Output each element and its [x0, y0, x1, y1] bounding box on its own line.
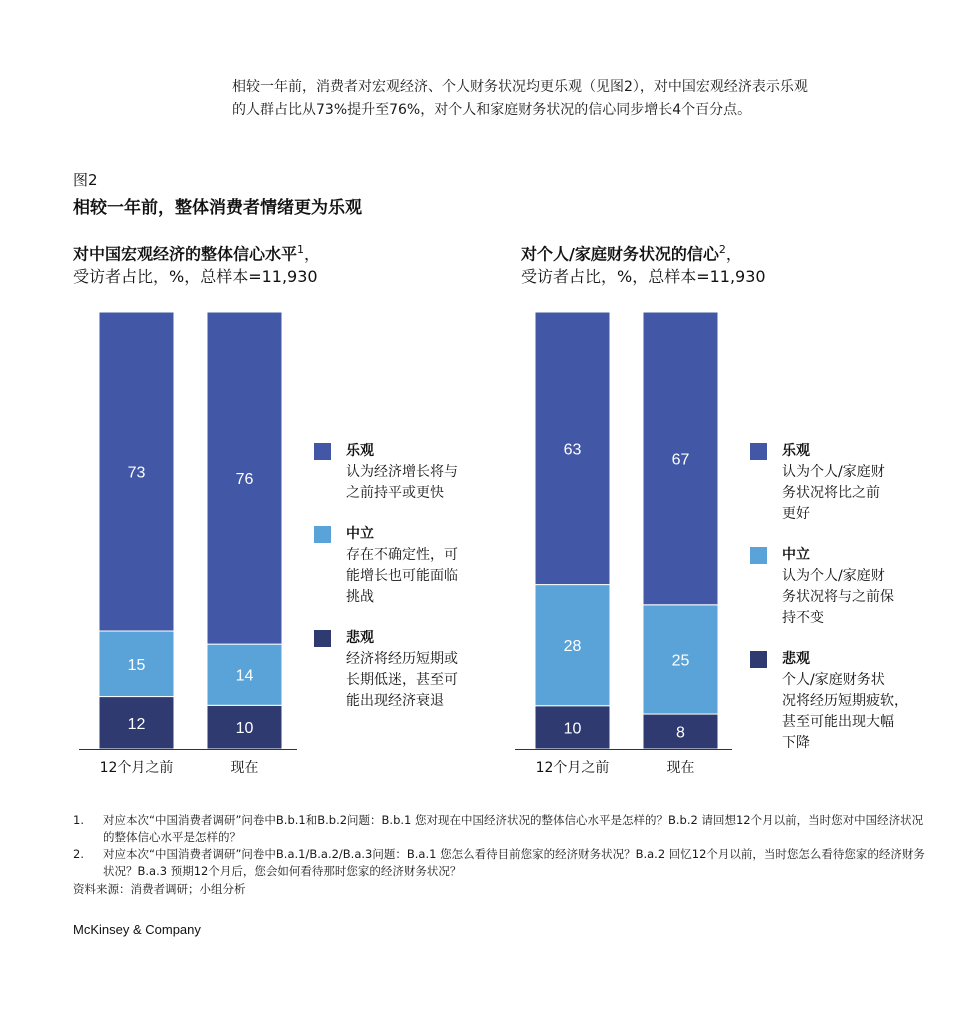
chart2-legend-name: 乐观: [782, 443, 810, 459]
footnote-1-number: 1.: [73, 813, 84, 827]
figure-label: 图2: [73, 171, 98, 189]
chart1-legend-swatch: [314, 526, 331, 543]
chart2-legend-item: [750, 545, 940, 629]
footnotes: [73, 812, 933, 898]
chart1-heading: 对中国宏观经济的整体信心水平$^1$， 受访者占比，%，总样本=11,930: [73, 243, 321, 287]
intro-paragraph: [232, 76, 932, 122]
brand-logo-text: McKinsey & Company: [73, 922, 201, 937]
chart1-legend-item: [314, 441, 504, 504]
chart1-legend-description: 存在不确定性，可 能增长也可能面临 挑战: [346, 547, 458, 605]
chart1-legend-name: 乐观: [346, 443, 374, 459]
chart1-bar-1-乐观-value-label: 76: [235, 471, 254, 489]
chart1-title: 对中国宏观经济的整体信心水平: [73, 244, 298, 264]
chart2-title-footnote-ref: 2: [718, 243, 726, 256]
chart1-legend-item: [314, 628, 504, 712]
chart1-legend-description: 经济将经历短期或 长期低迷，甚至可 能出现经济衰退: [346, 651, 458, 709]
chart1-bar-1-悲观-value-label: 10: [235, 720, 254, 738]
chart2-bar-1-悲观-value-label: 8: [676, 724, 685, 742]
chart2-legend-swatch: [750, 443, 767, 460]
chart2-heading: 对个人/家庭财务状况的信心$^2$， 受访者占比，%，总样本=11,930: [521, 243, 766, 287]
chart2-bar-1-中立-value-label: 25: [671, 652, 690, 670]
chart1-x-tick-label: 现在: [230, 760, 259, 776]
chart2-legend: [750, 441, 940, 774]
chart1-legend-item: [314, 524, 504, 608]
chart2-legend-description: 认为个人/家庭财 务状况将比之前 更好: [782, 464, 885, 522]
chart1-legend-name: 悲观: [346, 630, 374, 646]
chart1-x-tick-label: 12个月之前: [99, 760, 174, 776]
chart2-legend-description: 认为个人/家庭财 务状况将与之前保 持不变: [782, 568, 894, 626]
chart2-title: 对个人/家庭财务状况的信心: [521, 244, 719, 264]
chart2-legend-item: [750, 441, 940, 525]
chart1-bar-0-中立-value-label: 15: [127, 656, 146, 674]
footnote-2-number: 2.: [73, 847, 84, 861]
footnote-2-text: 对应本次“中国消费者调研”问卷中B.a.1/B.a.2/B.a.3问题：B.a.1 您怎么看待目前您家的经济财务状况？B.a.2 回忆12个月以前，当时您怎么看待您家的经济财务状况？B.a.3 预期12个月后，您会如何看待那时您家的经济财务状况？: [103, 847, 925, 878]
chart2-legend-description: 个人/家庭财务状 况将经历短期疲软， 甚至可能出现大幅 下降: [782, 672, 908, 751]
chart1-subtitle: 受访者占比，%，总样本=11,930: [73, 267, 318, 287]
chart2-legend-name: 中立: [782, 547, 810, 563]
intro-line-1: 相较一年前，消费者对宏观经济、个人财务状况均更乐观（见图2），对中国宏观经济表示乐观: [232, 79, 808, 95]
source-note: 资料来源：消费者调研；小组分析: [73, 882, 246, 896]
chart1-legend-swatch: [314, 630, 331, 647]
chart2-bar-0-乐观-value-label: 63: [563, 441, 582, 459]
chart1-bar-1-中立-value-label: 14: [235, 667, 254, 685]
chart1-legend-swatch: [314, 443, 331, 460]
chart2-legend-swatch: [750, 651, 767, 668]
chart1-bar-0-乐观-value-label: 73: [127, 464, 146, 482]
chart2-legend-name: 悲观: [782, 651, 810, 667]
figure-title: 相较一年前，整体消费者情绪更为乐观: [73, 198, 362, 218]
intro-line-2: 的人群占比从73%提升至76%，对个人和家庭财务状况的信心同步增长4个百分点。: [232, 102, 752, 118]
chart2-bar-0-悲观-value-label: 10: [563, 720, 582, 738]
chart2-x-tick-label: 现在: [666, 760, 695, 776]
footnote-2: [73, 846, 933, 880]
footnote-1-text: 对应本次“中国消费者调研”问卷中B.b.1和B.b.2问题：B.b.1 您对现在中国经济状况的整体信心水平是怎样的？B.b.2 请回想12个月以前，当时您对中国经济状况的整体信心水平是怎样的？: [103, 813, 924, 844]
chart2-legend-swatch: [750, 547, 767, 564]
chart1-bar-0-悲观-value-label: 12: [127, 715, 146, 733]
chart2-subtitle: 受访者占比，%，总样本=11,930: [521, 267, 766, 287]
chart2-bar-0-中立-value-label: 28: [563, 638, 582, 656]
chart1-legend: [314, 441, 504, 732]
chart1-title-footnote-ref: 1: [297, 243, 305, 256]
footnote-1: [73, 812, 933, 846]
chart1-legend-description: 认为经济增长将与 之前持平或更快: [346, 464, 458, 501]
chart2-legend-item: [750, 649, 940, 754]
chart1-legend-name: 中立: [346, 526, 374, 542]
chart2-bar-1-乐观-value-label: 67: [671, 451, 690, 469]
chart2-x-tick-label: 12个月之前: [535, 760, 610, 776]
